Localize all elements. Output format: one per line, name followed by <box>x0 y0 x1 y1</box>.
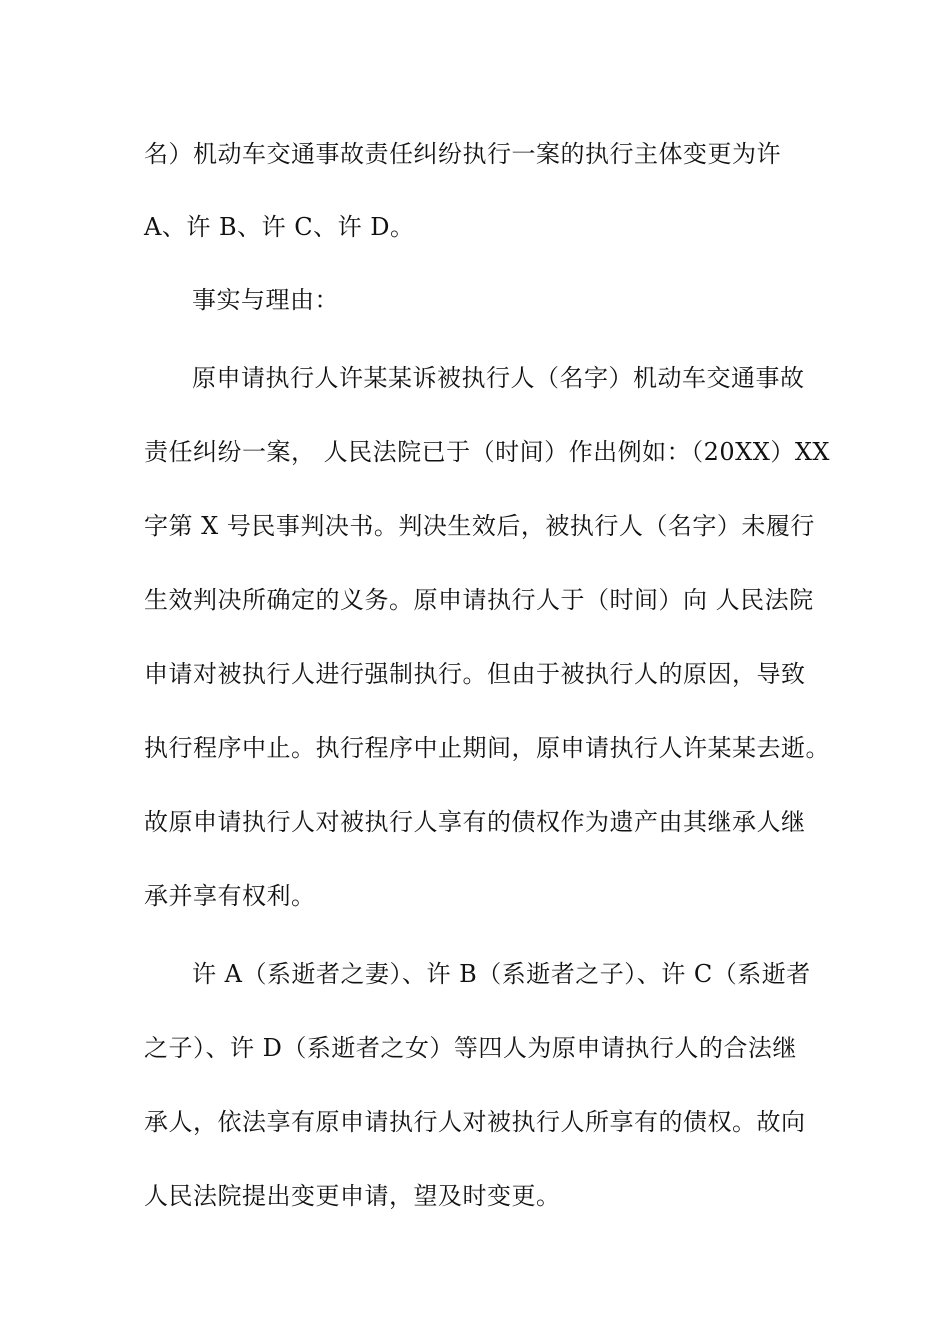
body-line-8: 申请对被执行人进行强制执行。但由于被执行人的原因，导致 <box>144 660 806 688</box>
body-line-14: 承人，依法享有原申请执行人对被执行人所享有的债权。故向 <box>144 1108 806 1136</box>
body-line-6: 字第 X 号民事判决书。判决生效后，被执行人（名字）未履行 <box>144 512 815 540</box>
body-line-4: 原申请执行人许某某诉被执行人（名字）机动车交通事故 <box>192 364 805 392</box>
body-line-5: 责任纠纷一案， 人民法院已于（时间）作出例如：（20XX）XX <box>144 438 831 466</box>
body-line-11: 承并享有权利。 <box>144 882 316 910</box>
body-line-9: 执行程序中止。执行程序中止期间，原申请执行人许某某去逝。 <box>144 734 830 762</box>
body-line-13: 之子）、许 D（系逝者之女）等四人为原申请执行人的合法继 <box>144 1034 797 1062</box>
body-line-1: 名）机动车交通事故责任纠纷执行一案的执行主体变更为许 <box>144 140 781 168</box>
body-line-15: 人民法院提出变更申请，望及时变更。 <box>144 1182 561 1210</box>
body-line-7: 生效判决所确定的义务。原申请执行人于（时间）向 人民法院 <box>144 586 814 614</box>
section-heading-facts-and-reasons: 事实与理由： <box>192 286 339 314</box>
body-line-2: A、许 B、许 C、许 D。 <box>144 213 415 241</box>
body-line-12: 许 A（系逝者之妻）、许 B（系逝者之子）、许 C（系逝者 <box>192 960 811 988</box>
body-line-10: 故原申请执行人对被执行人享有的债权作为遗产由其继承人继 <box>144 808 806 836</box>
